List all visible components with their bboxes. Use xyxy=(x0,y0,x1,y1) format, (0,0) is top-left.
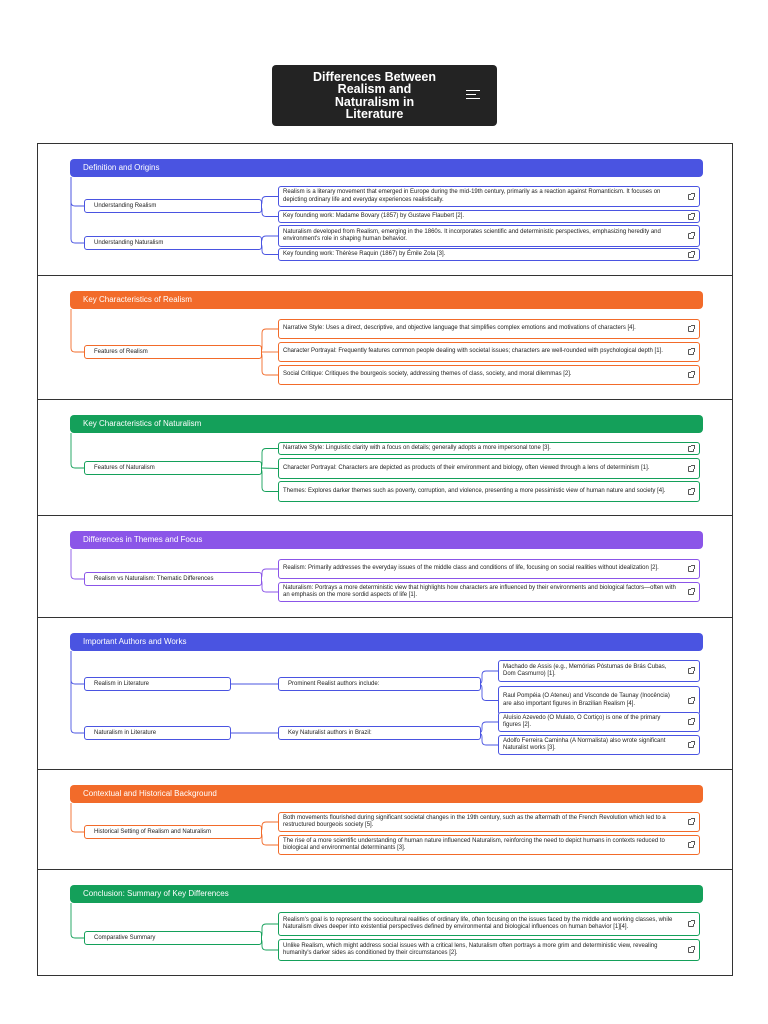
connector-line xyxy=(71,433,84,468)
connector-line xyxy=(71,651,84,684)
leaf-text: Machado de Assis (e.g., Memórias Póstumas de Brás Cubas, Dom Casmurro) [1]. xyxy=(503,663,667,677)
connector-line xyxy=(71,803,84,832)
external-link-icon[interactable] xyxy=(688,326,694,332)
section-heading[interactable]: Important Authors and Works xyxy=(70,633,703,651)
leaf-node[interactable] xyxy=(278,186,700,207)
leaf-text: Unlike Realism, which might address social issues with a critical lens, Naturalism often portrays a more grim and deterministic view, revealing humanity's darker sides as conditioned by their circumstances [2]. xyxy=(283,942,658,956)
leaf-text: Realism's goal is to represent the sociocultural realities of ordinary life, often focusing on the issues faced by the middle and working classes, while Naturalism dives deeper into existential perspectives defined by environmental and biological influences on human behavior [1][4]. xyxy=(283,916,673,930)
leaf-node[interactable] xyxy=(498,712,700,732)
leaf-node[interactable] xyxy=(278,319,700,339)
external-link-icon[interactable] xyxy=(688,842,694,848)
subtopic-node[interactable]: Features of Realism xyxy=(84,345,262,359)
leaf-text: Naturalism: Portrays a more deterministic view that highlights how characters are influenced by their environments and biological factors—often with an emphasis on the more sordid aspects of life [1]. xyxy=(283,584,676,598)
section-1 xyxy=(38,144,732,276)
external-link-icon[interactable] xyxy=(688,194,694,200)
leaf-text: Social Critique: Critiques the bourgeois society, addressing themes of class, society, and moral dilemmas [2]. xyxy=(283,371,572,378)
subtopic-node[interactable]: Features of Naturalism xyxy=(84,461,262,475)
leaf-node[interactable] xyxy=(278,458,700,479)
connector-line xyxy=(478,722,498,733)
connector-line xyxy=(71,549,84,579)
page-title: Differences Between Realism and Naturalism in Literature xyxy=(313,69,436,121)
connector-line xyxy=(71,903,84,938)
leaf-node[interactable] xyxy=(278,442,700,455)
mindmap-title-box xyxy=(272,65,497,126)
leaf-node[interactable] xyxy=(278,481,700,502)
section-2 xyxy=(38,276,732,400)
leaf-node[interactable] xyxy=(278,812,700,832)
leaf-text: Both movements flourished during significant societal changes in the 19th century, such as the aftermath of the French Revolution which led to a restructured bourgeois society [5]. xyxy=(283,814,666,828)
leaf-node[interactable] xyxy=(278,365,700,385)
leaf-text: Adolfo Ferreira Caminha (A Normalista) also wrote significant Naturalist works [3]. xyxy=(503,737,666,751)
leaf-text: Aluísio Azevedo (O Mulato, O Cortiço) is one of the primary figures [2]. xyxy=(503,714,661,728)
leaf-node[interactable] xyxy=(278,912,700,936)
external-link-icon[interactable] xyxy=(688,566,694,572)
leaf-text: Narrative Style: Linguistic clarity with a focus on details; generally adopts a more impersonal tone [3]. xyxy=(283,444,551,451)
external-link-icon[interactable] xyxy=(688,668,694,674)
connector-line xyxy=(478,671,498,684)
leaf-text: Character Portrayal: Characters are depicted as products of their environment and biology, often viewed through a lens of determinism [1]. xyxy=(283,464,650,471)
external-link-icon[interactable] xyxy=(688,349,694,355)
leaf-node[interactable] xyxy=(278,582,700,602)
menu-icon[interactable] xyxy=(466,90,480,100)
connector-line xyxy=(71,309,84,352)
external-link-icon[interactable] xyxy=(688,742,694,748)
section-heading[interactable]: Key Characteristics of Naturalism xyxy=(70,415,703,433)
subtopic-node[interactable]: Historical Setting of Realism and Naturalism xyxy=(84,825,262,839)
section-3 xyxy=(38,400,732,516)
section-heading[interactable]: Key Characteristics of Realism xyxy=(70,291,703,309)
subtopic-node[interactable]: Realism in Literature xyxy=(84,677,231,691)
author-group-node[interactable]: Key Naturalist authors in Brazil: xyxy=(278,726,481,740)
connector-line xyxy=(71,177,84,206)
connector-line xyxy=(71,651,84,733)
subtopic-node[interactable]: Realism vs Naturalism: Thematic Differences xyxy=(84,572,262,586)
external-link-icon[interactable] xyxy=(688,719,694,725)
connector-line xyxy=(478,684,498,701)
external-link-icon[interactable] xyxy=(688,489,694,495)
leaf-node[interactable] xyxy=(278,342,700,362)
subtopic-node[interactable]: Comparative Summary xyxy=(84,931,262,945)
leaf-node[interactable] xyxy=(278,939,700,961)
leaf-text: Naturalism developed from Realism, emerging in the 1860s. It incorporates scientific and deterministic perspectives, emphasizing heredity and environment's role in shaping human behavior. xyxy=(283,228,661,242)
leaf-node[interactable] xyxy=(278,248,700,261)
subtopic-node[interactable]: Understanding Naturalism xyxy=(84,236,262,250)
author-group-node[interactable]: Prominent Realist authors include: xyxy=(278,677,481,691)
external-link-icon[interactable] xyxy=(688,214,694,220)
section-4 xyxy=(38,516,732,618)
connector-line xyxy=(478,733,498,745)
leaf-text: Narrative Style: Uses a direct, descriptive, and objective language that simplifies complex emotions and motivations of characters [4]. xyxy=(283,325,636,332)
leaf-node[interactable] xyxy=(498,735,700,755)
section-5 xyxy=(38,618,732,770)
leaf-node[interactable] xyxy=(278,559,700,579)
connector-line xyxy=(71,177,84,243)
external-link-icon[interactable] xyxy=(688,921,694,927)
leaf-node[interactable] xyxy=(278,210,700,223)
section-heading[interactable]: Definition and Origins xyxy=(70,159,703,177)
section-6 xyxy=(38,770,732,870)
external-link-icon[interactable] xyxy=(688,819,694,825)
leaf-node[interactable] xyxy=(498,660,700,682)
external-link-icon[interactable] xyxy=(688,446,694,452)
section-7 xyxy=(38,870,732,977)
external-link-icon[interactable] xyxy=(688,947,694,953)
subtopic-node[interactable]: Naturalism in Literature xyxy=(84,726,231,740)
external-link-icon[interactable] xyxy=(688,233,694,239)
leaf-text: Realism: Primarily addresses the everyday issues of the middle class and conditions of life, focusing on social realities without idealization [2]. xyxy=(283,565,659,572)
subtopic-node[interactable]: Understanding Realism xyxy=(84,199,262,213)
external-link-icon[interactable] xyxy=(688,252,694,258)
connector-line xyxy=(262,468,278,469)
external-link-icon[interactable] xyxy=(688,698,694,704)
section-heading[interactable]: Conclusion: Summary of Key Differences xyxy=(70,885,703,903)
mindmap-sections xyxy=(37,143,733,976)
leaf-text: Raul Pompéia (O Ateneu) and Visconde de Taunay (Inocência) are also important figures in Brazilian Realism [4]. xyxy=(503,693,670,707)
leaf-node[interactable] xyxy=(278,225,700,247)
leaf-text: Key founding work: Thérèse Raquin (1867) by Émile Zola [3]. xyxy=(283,250,446,257)
leaf-text: Key founding work: Madame Bovary (1857) by Gustave Flaubert [2]. xyxy=(283,212,465,219)
section-heading[interactable]: Contextual and Historical Background xyxy=(70,785,703,803)
external-link-icon[interactable] xyxy=(688,589,694,595)
external-link-icon[interactable] xyxy=(688,372,694,378)
leaf-text: The rise of a more scientific understanding of human nature influenced Naturalism, reinforcing the need to depict humans in contexts reduced to biological and environmental determinants [3]. xyxy=(283,837,665,851)
leaf-text: Themes: Explores darker themes such as poverty, corruption, and violence, presenting a more pessimistic view of human nature and society [4]. xyxy=(283,487,666,494)
section-heading[interactable]: Differences in Themes and Focus xyxy=(70,531,703,549)
leaf-node[interactable] xyxy=(498,686,700,715)
leaf-node[interactable] xyxy=(278,835,700,855)
external-link-icon[interactable] xyxy=(688,466,694,472)
leaf-text: Character Portrayal: Frequently features common people dealing with societal issues; characters are well-rounded with psychological depth [1]. xyxy=(283,348,663,355)
leaf-text: Realism is a literary movement that emerged in Europe during the mid-19th century, primarily as a reaction against Romanticism. It focuses on depicting ordinary life and everyday experiences realistically. xyxy=(283,189,661,203)
